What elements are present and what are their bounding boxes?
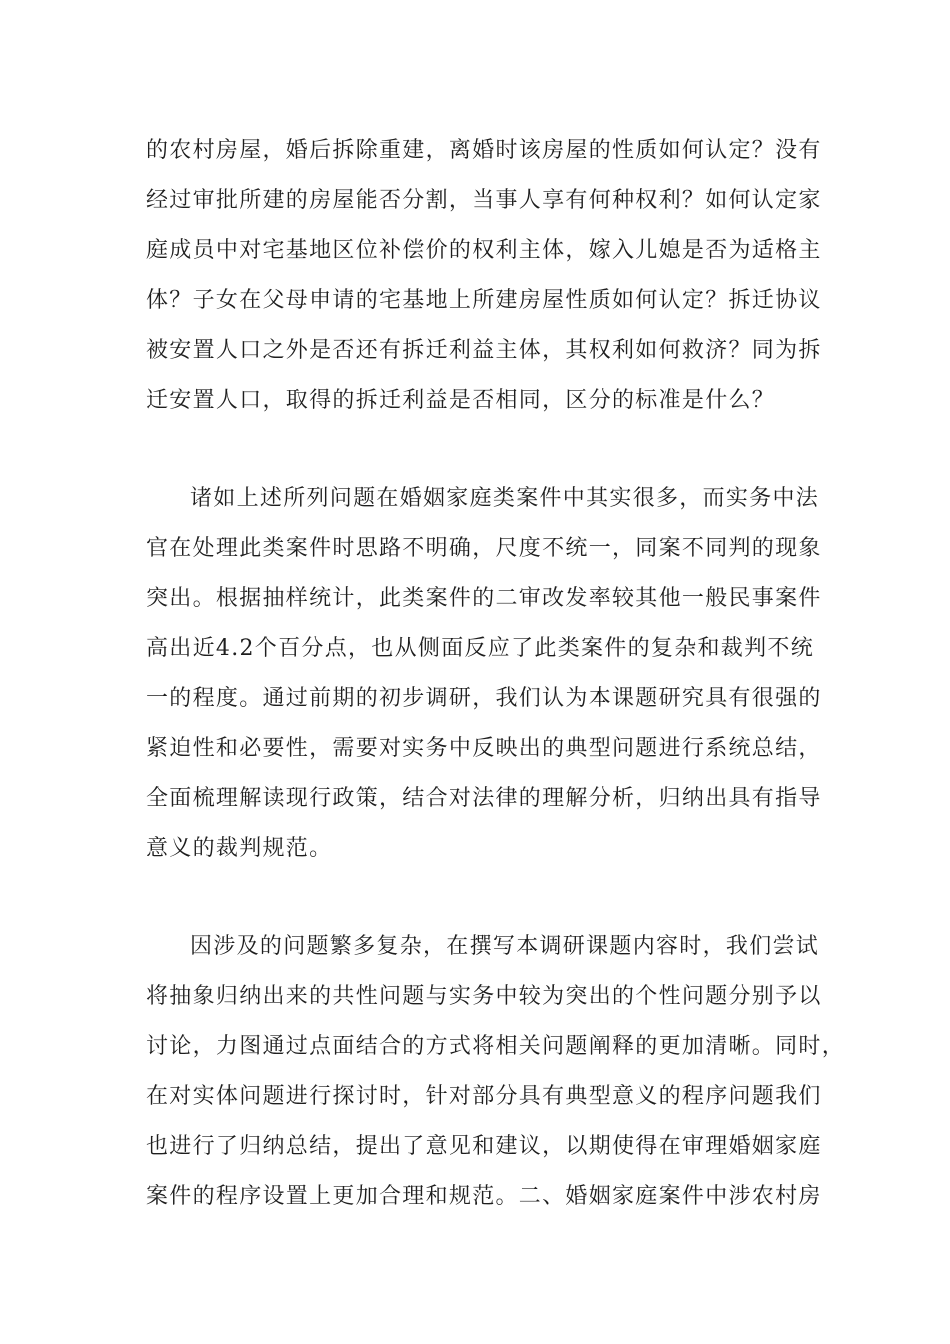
paragraph-line: 将抽象归纳出来的共性问题与实务中较为突出的个性问题分别予以	[146, 984, 822, 1009]
paragraph-line: 突出。根据抽样统计，此类案件的二审改发率较其他一般民事案件	[146, 586, 822, 611]
paragraph-line: 诸如上述所列问题在婚姻家庭类案件中其实很多，而实务中法	[190, 486, 820, 511]
paragraph-line: 官在处理此类案件时思路不明确，尺度不统一，同案不同判的现象	[146, 536, 822, 561]
paragraph-line: 迁安置人口，取得的拆迁利益是否相同，区分的标准是什么？	[146, 388, 776, 413]
paragraph-line: 全面梳理解读现行政策，结合对法律的理解分析，归纳出具有指导	[146, 786, 822, 811]
paragraph-line: 因涉及的问题繁多复杂，在撰写本调研课题内容时，我们尝试	[190, 934, 820, 959]
paragraph-line: 在对实体问题进行探讨时，针对部分具有典型意义的程序问题我们	[146, 1084, 822, 1109]
paragraph-line: 庭成员中对宅基地区位补偿价的权利主体，嫁入儿媳是否为适格主	[146, 238, 822, 263]
paragraph-line: 高出近4.2个百分点，也从侧面反应了此类案件的复杂和裁判不统	[146, 636, 814, 661]
paragraph-line: 一的程度。通过前期的初步调研，我们认为本课题研究具有很强的	[146, 686, 822, 711]
paragraph-line: 也进行了归纳总结，提出了意见和建议，以期使得在审理婚姻家庭	[146, 1134, 822, 1159]
paragraph-line: 经过审批所建的房屋能否分割，当事人享有何种权利？如何认定家	[146, 188, 822, 213]
paragraph-line: 体？子女在父母申请的宅基地上所建房屋性质如何认定？拆迁协议	[146, 288, 822, 313]
paragraph-line: 案件的程序设置上更加合理和规范。二、婚姻家庭案件中涉农村房	[146, 1184, 822, 1209]
paragraph-line: 被安置人口之外是否还有拆迁利益主体，其权利如何救济？同为拆	[146, 338, 822, 363]
paragraph-line: 意义的裁判规范。	[146, 836, 333, 861]
paragraph-line: 紧迫性和必要性，需要对实务中反映出的典型问题进行系统总结，	[146, 736, 822, 761]
paragraph-line: 的农村房屋，婚后拆除重建，离婚时该房屋的性质如何认定？没有	[146, 138, 822, 163]
paragraph-line: 讨论，力图通过点面结合的方式将相关问题阐释的更加清晰。同时，	[146, 1034, 846, 1059]
